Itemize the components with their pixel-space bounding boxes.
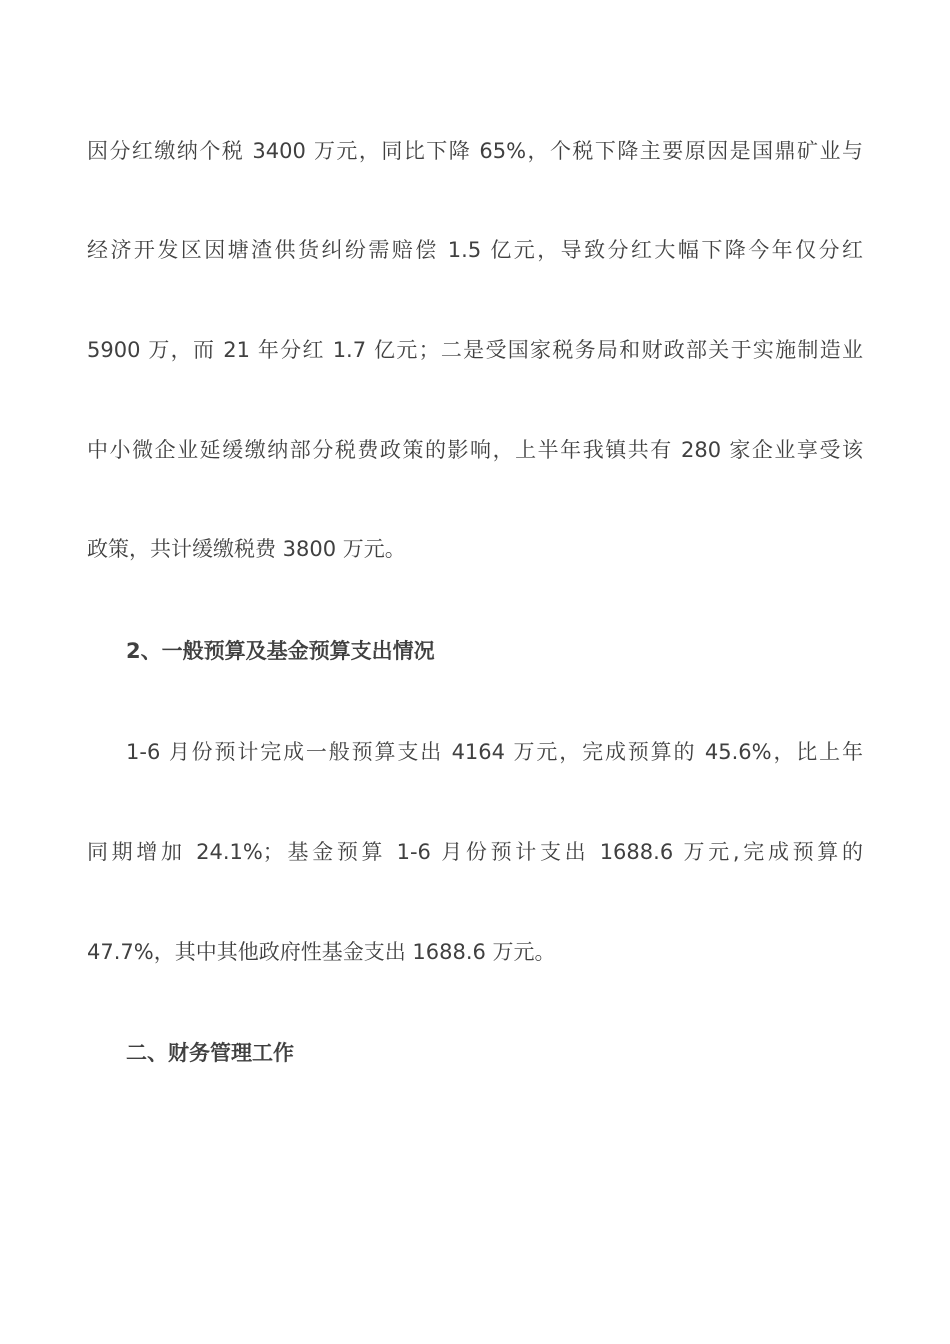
section-heading: 2、一般预算及基金预算支出情况 <box>126 639 435 663</box>
paragraph-line: 5900 万，而 21 年分红 1.7 亿元；二是受国家税务局和财政部关于实施制造业 <box>87 338 863 362</box>
paragraph-line: 经济开发区因塘渣供货纠纷需赔偿 1.5 亿元，导致分红大幅下降今年仅分红 <box>87 238 863 262</box>
paragraph-line: 政策，共计缓缴税费 3800 万元。 <box>87 537 406 561</box>
paragraph-line: 因分红缴纳个税 3400 万元，同比下降 65%，个税下降主要原因是国鼎矿业与 <box>87 139 863 163</box>
paragraph-line: 47.7%，其中其他政府性基金支出 1688.6 万元。 <box>87 940 556 964</box>
paragraph-line: 1-6 月份预计完成一般预算支出 4164 万元，完成预算的 45.6%，比上年 <box>126 740 863 764</box>
paragraph-line: 同期增加 24.1%；基金预算 1-6 月份预计支出 1688.6 万元,完成预算的 <box>87 840 863 864</box>
paragraph-line: 中小微企业延缓缴纳部分税费政策的影响，上半年我镇共有 280 家企业享受该 <box>87 438 863 462</box>
section-heading: 二、财务管理工作 <box>126 1041 294 1065</box>
